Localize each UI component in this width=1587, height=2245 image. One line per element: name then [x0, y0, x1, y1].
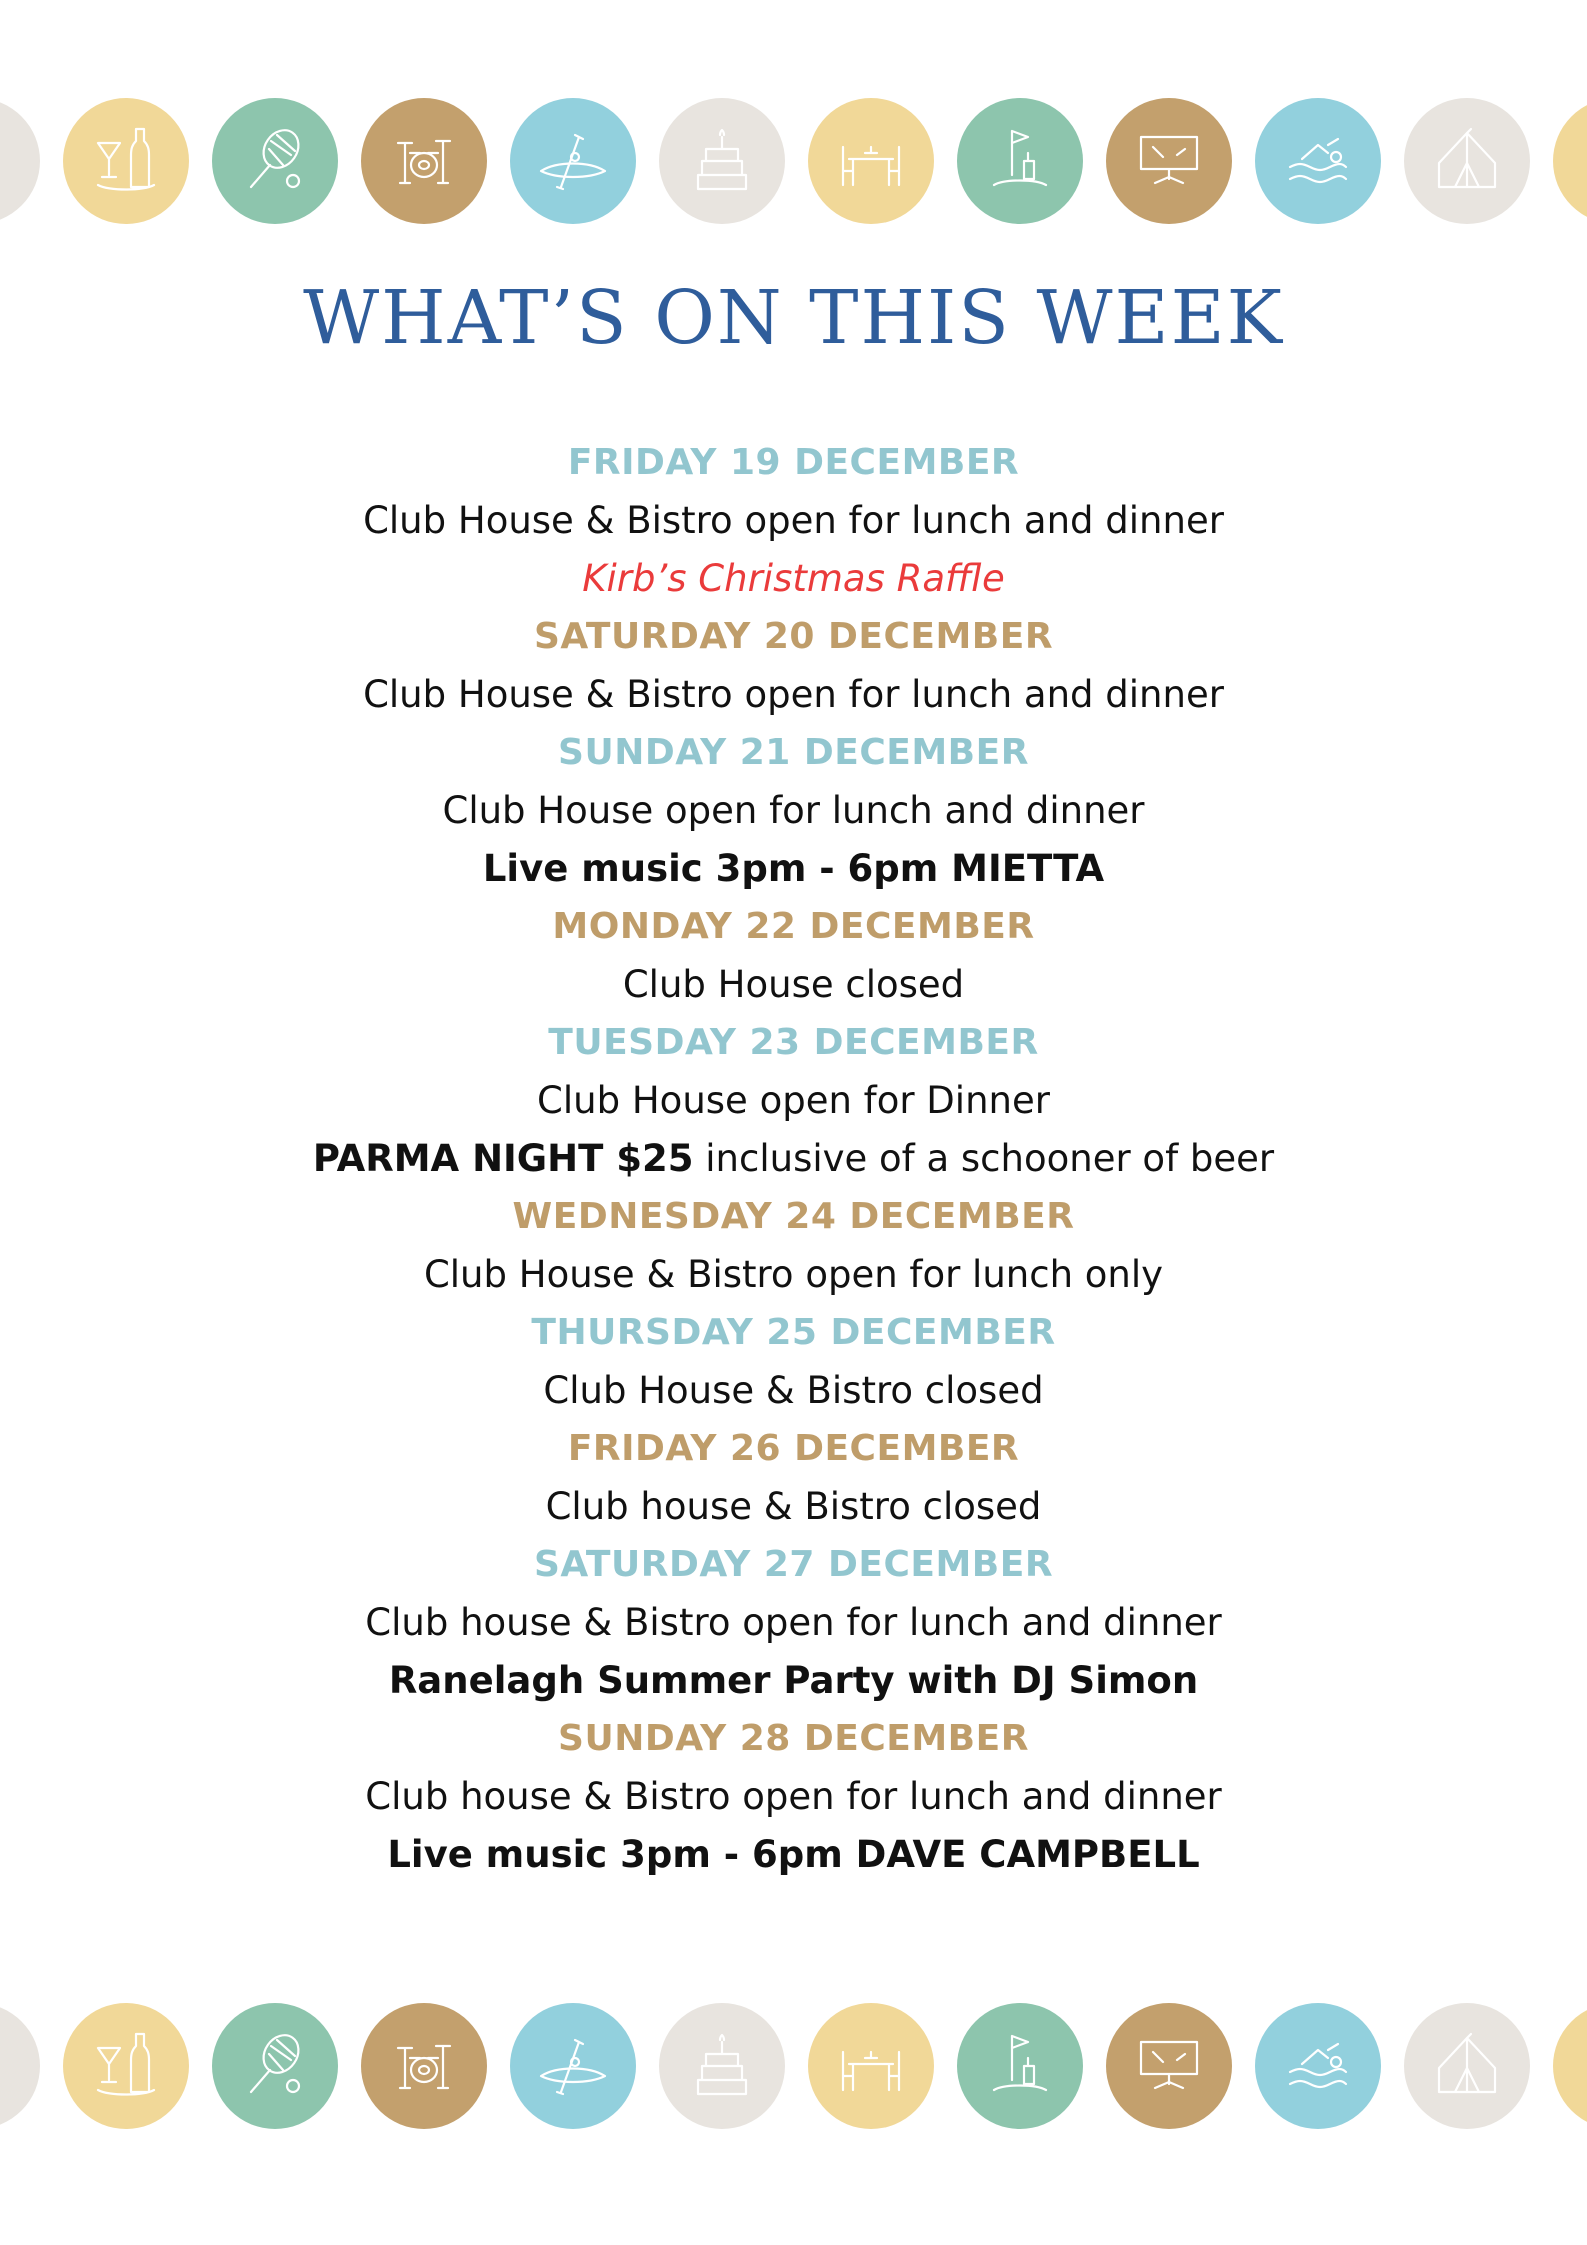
- day-heading: SATURDAY 20 DECEMBER: [533, 616, 1054, 657]
- drum-kit-circle: [361, 98, 487, 224]
- dining-table-circle: [808, 2003, 934, 2129]
- cocktail-wine-icon: [84, 2024, 168, 2108]
- drum-kit-icon: [382, 119, 466, 203]
- tennis-icon: [233, 2024, 317, 2108]
- coffee-icon: [1574, 119, 1587, 203]
- cinema-icon: [1127, 119, 1211, 203]
- tent-icon: [1425, 2024, 1509, 2108]
- swimming-circle: [1255, 2003, 1381, 2129]
- drum-kit-icon: [382, 2024, 466, 2108]
- kayak-circle: [510, 2003, 636, 2129]
- weekly-schedule: [0, 434, 1587, 1884]
- tennis-circle: [212, 98, 338, 224]
- cocktail-wine-icon: [84, 119, 168, 203]
- cocktail-wine-circle: [63, 2003, 189, 2129]
- drum-kit-circle: [361, 2003, 487, 2129]
- opening-hours-line: Club house & Bistro open for lunch and dinner: [365, 1775, 1222, 1818]
- event-line: [0, 1130, 1587, 1188]
- golf-icon: [978, 2024, 1062, 2108]
- tennis-circle: [212, 2003, 338, 2129]
- golf-circle: [957, 98, 1083, 224]
- wine-icon: [0, 119, 19, 203]
- wine-icon: [0, 2024, 19, 2108]
- dining-table-icon: [829, 2024, 913, 2108]
- day-heading: MONDAY 22 DECEMBER: [552, 906, 1035, 947]
- coffee-icon: [1574, 2024, 1587, 2108]
- page-title: WHAT’S ON THIS WEEK: [303, 275, 1284, 361]
- top-icon-strip: [0, 98, 1587, 228]
- swimming-icon: [1276, 119, 1360, 203]
- opening-hours-line: Club House & Bistro open for lunch only: [423, 1253, 1164, 1296]
- dining-table-icon: [829, 119, 913, 203]
- golf-circle: [957, 2003, 1083, 2129]
- opening-hours-line: Club house & Bistro open for lunch and dinner: [365, 1601, 1222, 1644]
- bottom-icon-strip: [0, 2003, 1587, 2133]
- swimming-circle: [1255, 98, 1381, 224]
- tent-circle: [1404, 2003, 1530, 2129]
- golf-icon: [978, 119, 1062, 203]
- kayak-icon: [531, 2024, 615, 2108]
- raffle-note: Kirb’s Christmas Raffle: [582, 557, 1005, 600]
- event-highlight: Ranelagh Summer Party with DJ Simon: [388, 1659, 1199, 1702]
- opening-hours-line: Club House open for Dinner: [537, 1079, 1050, 1122]
- day-heading: SATURDAY 27 DECEMBER: [533, 1544, 1054, 1585]
- wine-circle: [0, 2003, 40, 2129]
- day-heading: FRIDAY 19 DECEMBER: [567, 442, 1020, 483]
- opening-hours-line: Club House & Bistro open for lunch and dinner: [363, 499, 1224, 542]
- cake-circle: [659, 98, 785, 224]
- event-highlight: PARMA NIGHT $25: [312, 1137, 694, 1180]
- tent-icon: [1425, 119, 1509, 203]
- cake-icon: [680, 119, 764, 203]
- cinema-circle: [1106, 2003, 1232, 2129]
- coffee-circle: [1553, 98, 1587, 224]
- opening-hours-line: Club House & Bistro open for lunch and dinner: [363, 673, 1224, 716]
- day-heading: SUNDAY 28 DECEMBER: [558, 1718, 1029, 1759]
- event-detail: inclusive of a schooner of beer: [693, 1137, 1275, 1180]
- day-heading: FRIDAY 26 DECEMBER: [567, 1428, 1020, 1469]
- day-heading: THURSDAY 25 DECEMBER: [531, 1312, 1056, 1353]
- day-heading: WEDNESDAY 24 DECEMBER: [512, 1196, 1075, 1237]
- swimming-icon: [1276, 2024, 1360, 2108]
- day-heading: SUNDAY 21 DECEMBER: [558, 732, 1029, 773]
- dining-table-circle: [808, 98, 934, 224]
- cocktail-wine-circle: [63, 98, 189, 224]
- tent-circle: [1404, 98, 1530, 224]
- cake-icon: [680, 2024, 764, 2108]
- kayak-circle: [510, 98, 636, 224]
- opening-hours-line: Club House closed: [622, 963, 965, 1006]
- cake-circle: [659, 2003, 785, 2129]
- coffee-circle: [1553, 2003, 1587, 2129]
- kayak-icon: [531, 119, 615, 203]
- opening-hours-line: Club House open for lunch and dinner: [442, 789, 1145, 832]
- day-heading: TUESDAY 23 DECEMBER: [548, 1022, 1039, 1063]
- opening-hours-line: Club house & Bistro closed: [545, 1485, 1042, 1528]
- tennis-icon: [233, 119, 317, 203]
- opening-hours-line: Club House & Bistro closed: [543, 1369, 1044, 1412]
- event-highlight: Live music 3pm - 6pm MIETTA: [482, 847, 1105, 890]
- wine-circle: [0, 98, 40, 224]
- cinema-icon: [1127, 2024, 1211, 2108]
- cinema-circle: [1106, 98, 1232, 224]
- event-highlight: Live music 3pm - 6pm DAVE CAMPBELL: [387, 1833, 1200, 1876]
